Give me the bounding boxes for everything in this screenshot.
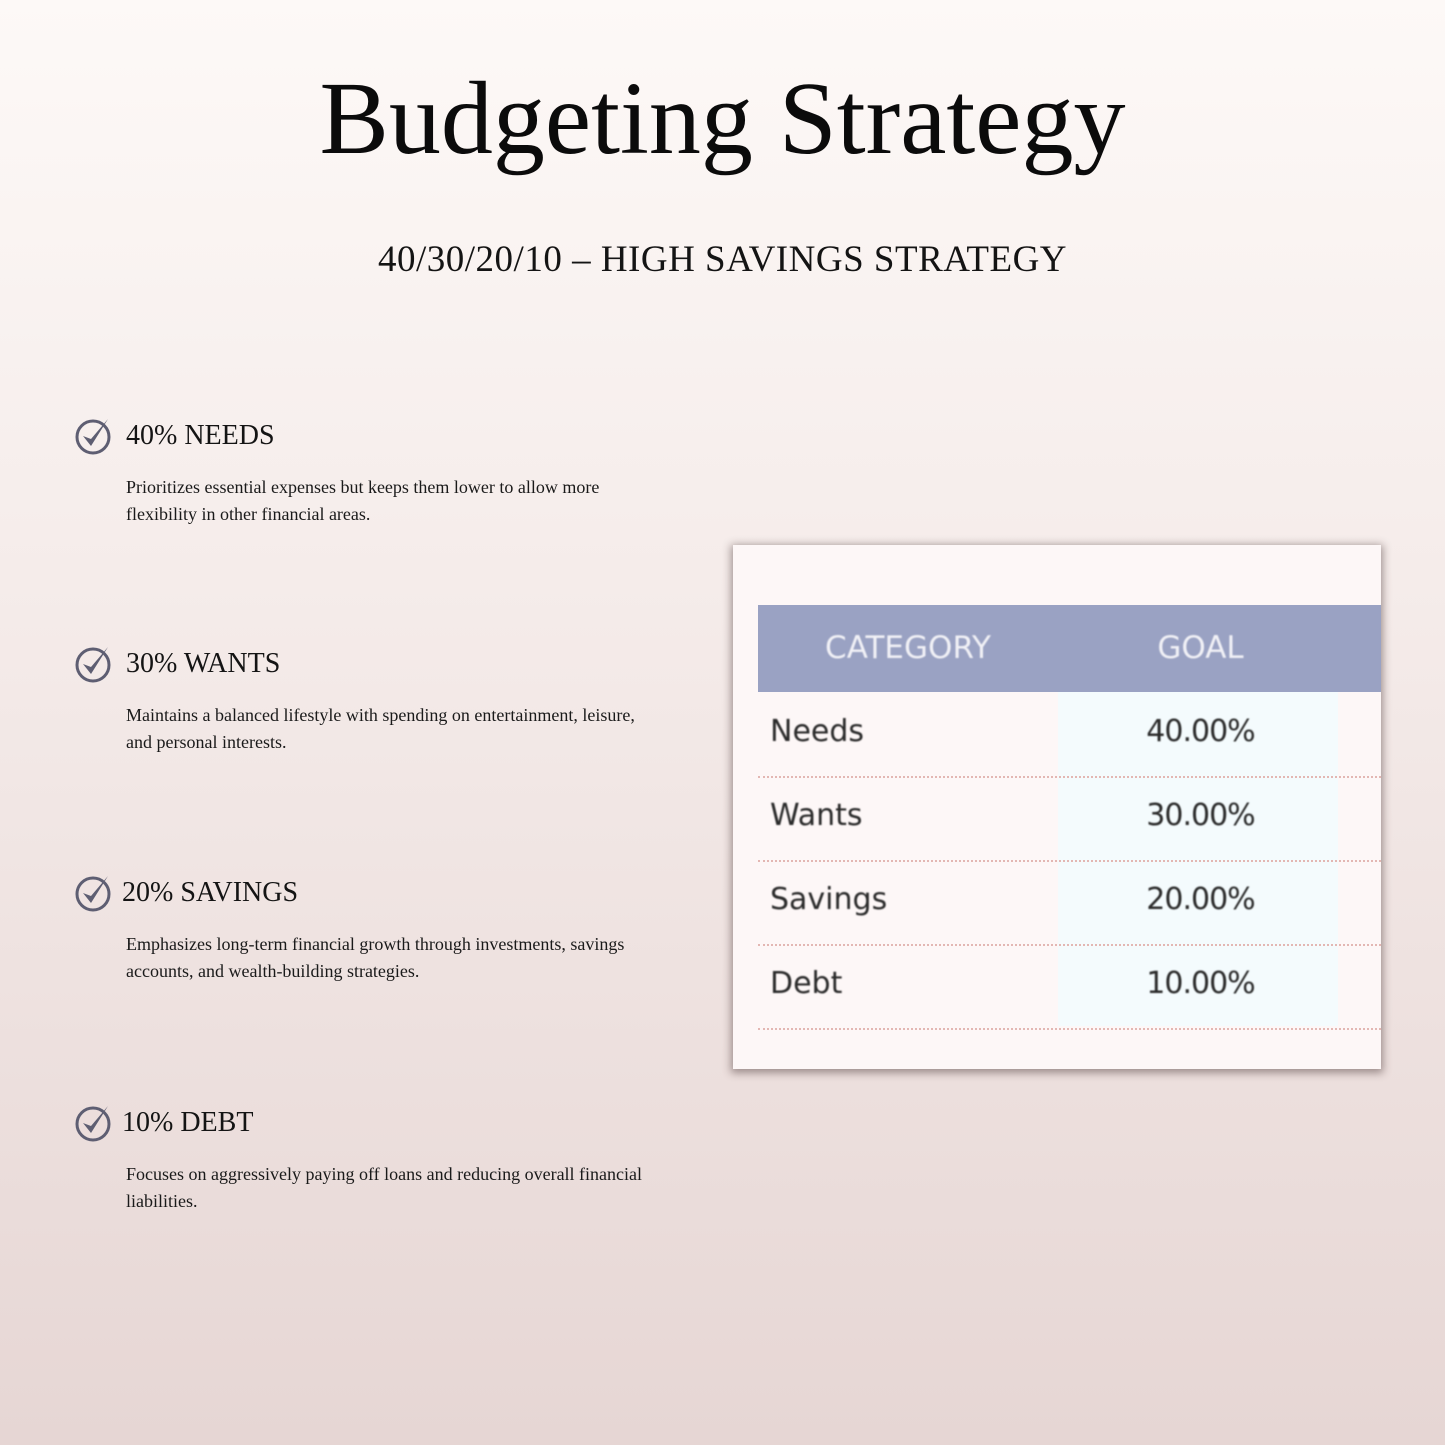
table-cell-category: Debt: [770, 966, 843, 1001]
table-header-goal: GOAL: [1157, 630, 1244, 666]
table-cell-category: Wants: [770, 798, 863, 833]
strategy-item-description: Maintains a balanced lifestyle with spending on entertainment, leisure, and personal interests.: [126, 705, 635, 752]
check-circle-icon: [74, 1103, 114, 1143]
table-row: [758, 944, 1381, 1030]
strategy-item-wants: [74, 644, 674, 756]
page-title: Budgeting Strategy: [319, 61, 1126, 176]
table-row: [758, 776, 1381, 862]
strategy-item-description: Prioritizes essential expenses but keeps them lower to allow more flexibility in other financial areas.: [126, 477, 600, 524]
check-circle-icon: [74, 644, 114, 684]
table-cell-goal: 20.00%: [1146, 882, 1255, 917]
table-header-category: CATEGORY: [825, 630, 991, 666]
strategy-item-savings: [74, 873, 674, 985]
strategy-item-title: 10% DEBT: [122, 1107, 254, 1139]
table-cell-category: Savings: [770, 882, 888, 917]
strategy-item-title: 30% WANTS: [126, 648, 281, 680]
table-cell-goal: 30.00%: [1146, 798, 1255, 833]
strategy-item-debt: [74, 1103, 674, 1215]
strategy-item-title: 20% SAVINGS: [122, 877, 299, 909]
table-row: [758, 692, 1381, 778]
strategy-item-needs: [74, 416, 674, 528]
budget-goal-table: [733, 545, 1381, 1069]
strategy-item-title: 40% NEEDS: [126, 420, 275, 452]
table-header: [758, 605, 1381, 692]
page-subtitle: 40/30/20/10 – HIGH SAVINGS STRATEGY: [377, 239, 1068, 280]
table-row: [758, 860, 1381, 946]
table-cell-category: Needs: [770, 714, 865, 749]
table-cell-goal: 10.00%: [1146, 966, 1255, 1001]
check-circle-icon: [74, 873, 114, 913]
strategy-item-description: Focuses on aggressively paying off loans and reducing overall financial liabilities.: [126, 1164, 643, 1211]
check-circle-icon: [74, 416, 114, 456]
strategy-item-description: Emphasizes long-term financial growth through investments, savings accounts, and wealth-building strategies.: [126, 934, 625, 981]
table-cell-goal: 40.00%: [1146, 714, 1255, 749]
